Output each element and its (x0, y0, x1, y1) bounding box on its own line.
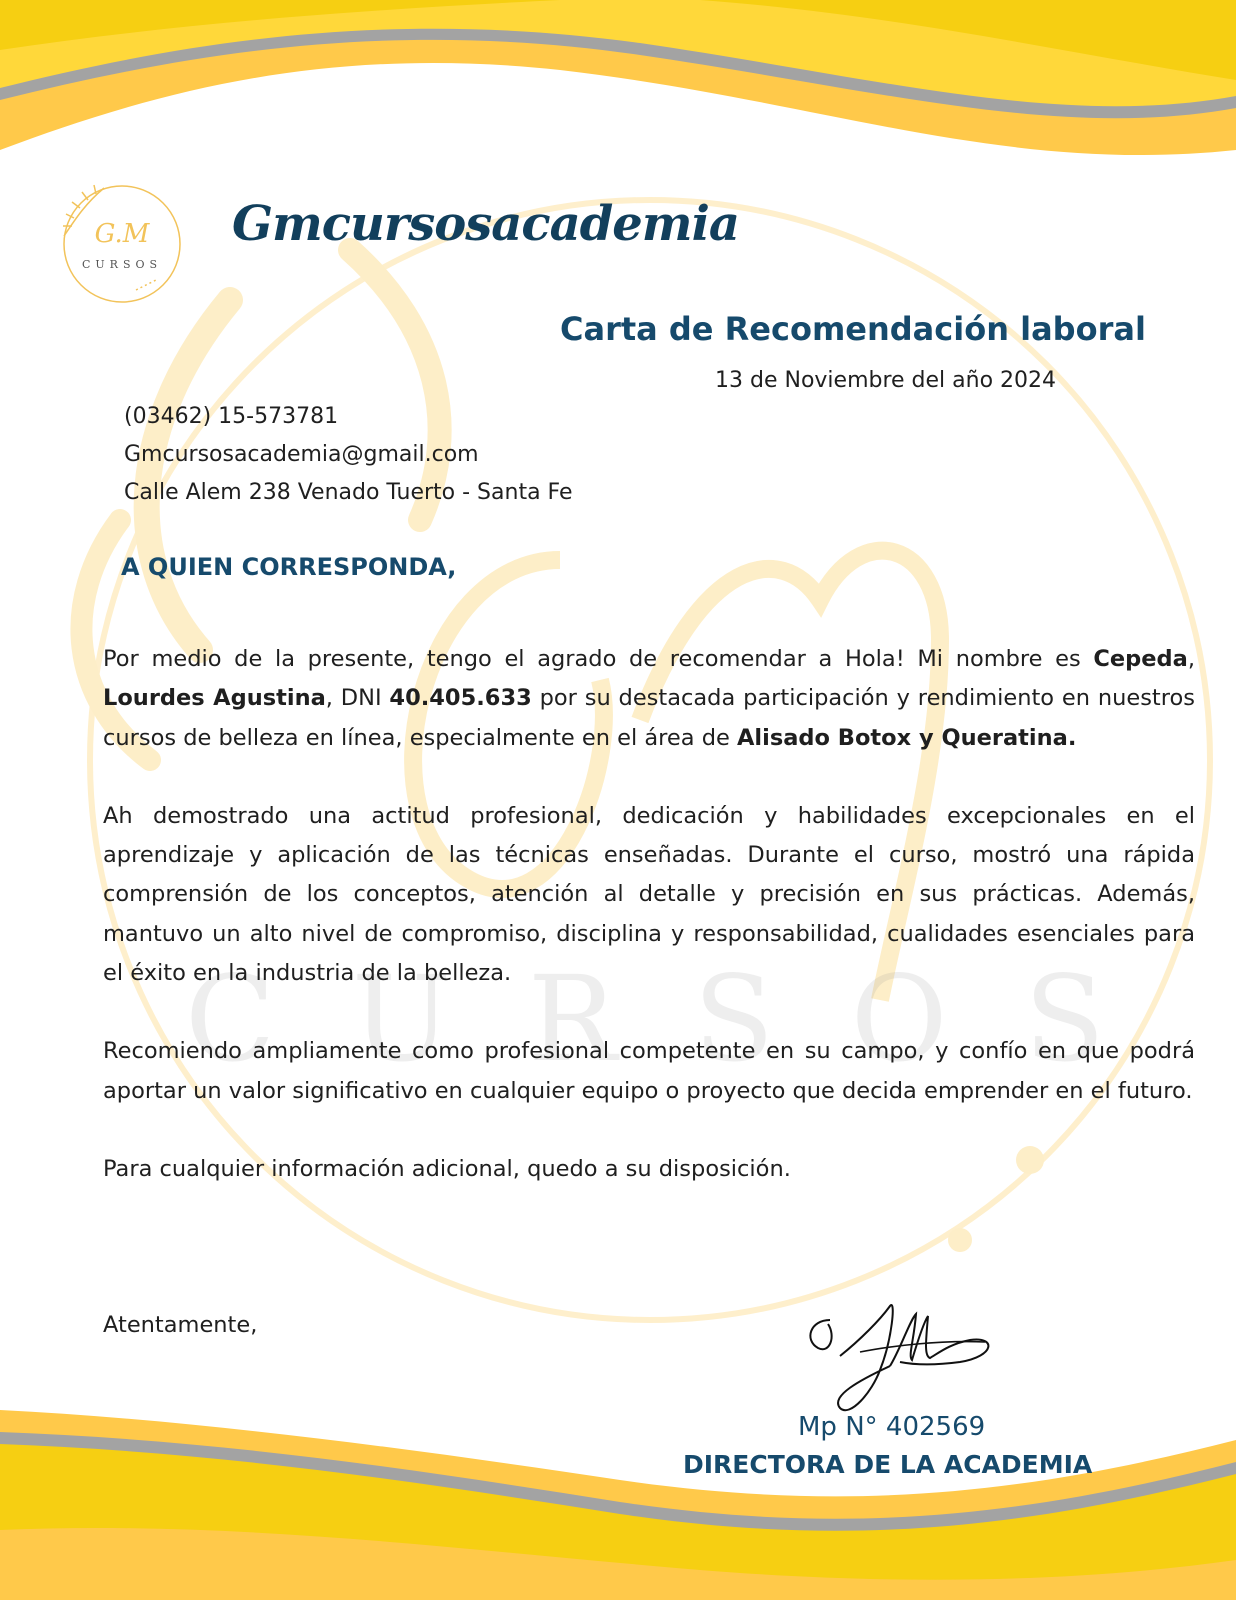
signer-registration: Mp N° 402569 (798, 1412, 986, 1442)
student-given-names: Lourdes Agustina (103, 685, 326, 712)
watermark-letter: O (850, 950, 948, 1088)
paragraph-text: Por medio de la presente, tengo el agrado de recomendar a Hola! Mi nombre es (103, 646, 1094, 672)
contact-email: Gmcursosacademia@gmail.com (124, 442, 479, 467)
paragraph-text: , DNI (325, 685, 390, 712)
course-name: Alisado Botox y Queratina. (737, 724, 1077, 751)
watermark-letter: R (527, 950, 617, 1088)
brand-name: Gmcursosacademia (232, 196, 739, 252)
signer-role: DIRECTORA DE LA ACADEMIA (683, 1450, 1093, 1479)
brand-logo (56, 178, 188, 310)
greeting: A QUIEN CORRESPONDA, (121, 553, 457, 581)
closing: Atentamente, (103, 1312, 258, 1338)
contact-address: Calle Alem 238 Venado Tuerto - Santa Fe (124, 480, 573, 505)
watermark-letter: S (693, 950, 775, 1088)
contact-phone: (03462) 15-573781 (124, 404, 339, 429)
logo-monogram: G.M (94, 219, 150, 249)
watermark-letter: C (185, 950, 276, 1088)
student-surname: Cepeda (1093, 646, 1188, 672)
paragraph-endorsement: Recomiendo ampliamente como profesional competente en su campo, y confío en que podrá aportar un valor significativo en cualquier equipo o proyecto que decida emprender en el futuro. (103, 1038, 1195, 1104)
contact-block (124, 398, 573, 512)
logo-word: CURSOS (81, 258, 163, 271)
letter-body (103, 640, 1195, 1228)
watermark-letter: U (351, 950, 452, 1088)
paragraph-text: , (1187, 646, 1195, 672)
paragraph-text: por su destacada participación y rendimiento en nuestros cursos de belleza en línea, especialmente en el área de (103, 685, 1195, 751)
student-dni: 40.405.633 (389, 685, 532, 712)
paragraph-qualities: Ah demostrado una actitud profesional, dedicación y habilidades excepcionales en el aprendizaje y aplicación de las técnicas enseñadas. Durante el curso, mostró una rápida comprensión de los conceptos, atención al detalle y precisión en sus prácticas. Además, mantuvo un alto nivel de compromiso, disciplina y responsabilidad, cualidades esenciales para el éxito en la industria de la belleza. (103, 802, 1195, 987)
handwritten-signature (800, 1300, 1000, 1422)
document-title: Carta de Recomendación laboral (560, 310, 1146, 348)
paragraph-recommendation (103, 640, 1195, 758)
paragraph-availability: Para cualquier información adicional, quedo a su disposición. (103, 1155, 791, 1182)
watermark-letter: S (1024, 950, 1105, 1088)
document-date: 13 de Noviembre del año 2024 (715, 368, 1057, 393)
